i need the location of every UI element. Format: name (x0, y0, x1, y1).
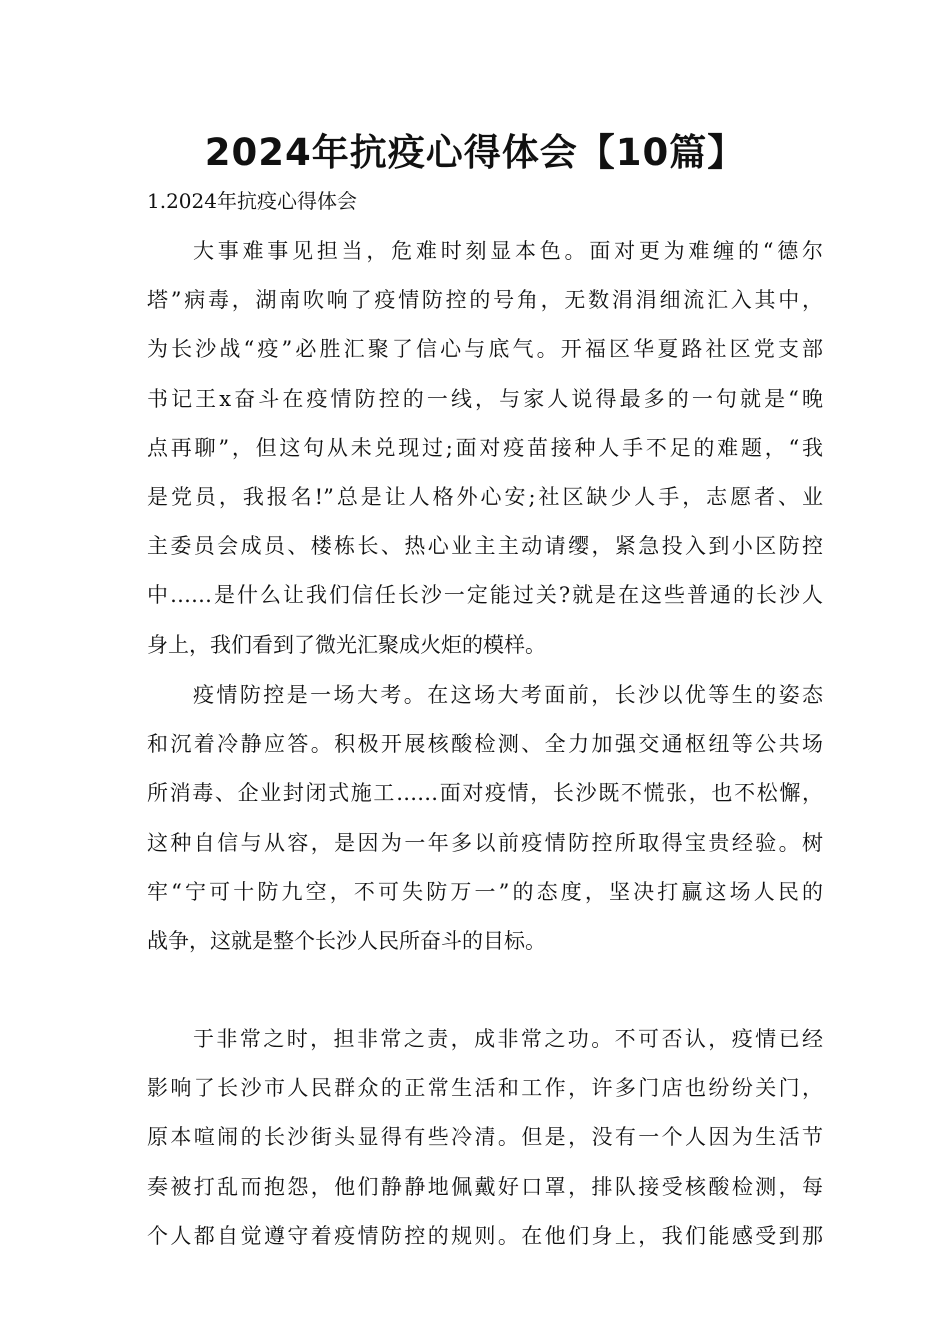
paragraph-line: 疫情防控是一场大考。在这场大考面前，长沙以优等生的姿态 (193, 683, 823, 707)
paragraph-line: 书记王x奋斗在疫情防控的一线，与家人说得最多的一句就是“晚 (147, 386, 823, 411)
paragraph-line: 奏被打乱而抱怨，他们静静地佩戴好口罩，排队接受核酸检测，每 (147, 1174, 823, 1199)
paragraph-line: 身上，我们看到了微光汇聚成火炬的模样。 (147, 632, 546, 657)
paragraph-line: 影响了长沙市人民群众的正常生活和工作，许多门店也纷纷关门， (147, 1076, 823, 1101)
paragraph-line: 塔”病毒，湖南吹响了疫情防控的号角，无数涓涓细流汇入其中， (147, 288, 823, 313)
paragraph-3 (147, 1015, 823, 1261)
paragraph-line: 是党员，我报名!”总是让人格外心安;社区缺少人手，志愿者、业 (147, 484, 823, 509)
paragraph-line: 点再聊”，但这句从未兑现过;面对疫苗接种人手不足的难题，“我 (147, 435, 823, 460)
section-heading: 1.2024年抗疫心得体会 (147, 189, 357, 213)
paragraph-line: 大事难事见担当，危难时刻显本色。面对更为难缠的“德尔 (193, 239, 823, 263)
paragraph-line: 这种自信与从容，是因为一年多以前疫情防控所取得宝贵经验。树 (147, 830, 823, 855)
paragraph-line: 原本喧闹的长沙街头显得有些冷清。但是，没有一个人因为生活节 (147, 1125, 823, 1150)
document-title: 2024年抗疫心得体会【10篇】 (204, 131, 746, 174)
paragraph-line: 于非常之时，担非常之责，成非常之功。不可否认，疫情已经 (193, 1027, 823, 1051)
paragraph-1 (147, 227, 823, 670)
paragraph-line: 所消毒、企业封闭式施工……面对疫情，长沙既不慌张，也不松懈， (147, 781, 823, 806)
paragraph-line: 为长沙战“疫”必胜汇聚了信心与底气。开福区华夏路社区党支部 (147, 337, 823, 362)
paragraph-line: 和沉着冷静应答。积极开展核酸检测、全力加强交通枢纽等公共场 (147, 732, 823, 757)
paragraph-2 (147, 671, 823, 966)
paragraph-line: 战争，这就是整个长沙人民所奋斗的目标。 (147, 928, 546, 953)
paragraph-line: 中……是什么让我们信任长沙一定能过关?就是在这些普通的长沙人 (147, 583, 823, 608)
paragraph-line: 主委员会成员、楼栋长、热心业主主动请缨，紧急投入到小区防控 (147, 534, 823, 559)
paragraph-line: 个人都自觉遵守着疫情防控的规则。在他们身上，我们能感受到那 (147, 1223, 823, 1248)
paragraph-line: 牢“宁可十防九空，不可失防万一”的态度，坚决打赢这场人民的 (147, 879, 823, 904)
